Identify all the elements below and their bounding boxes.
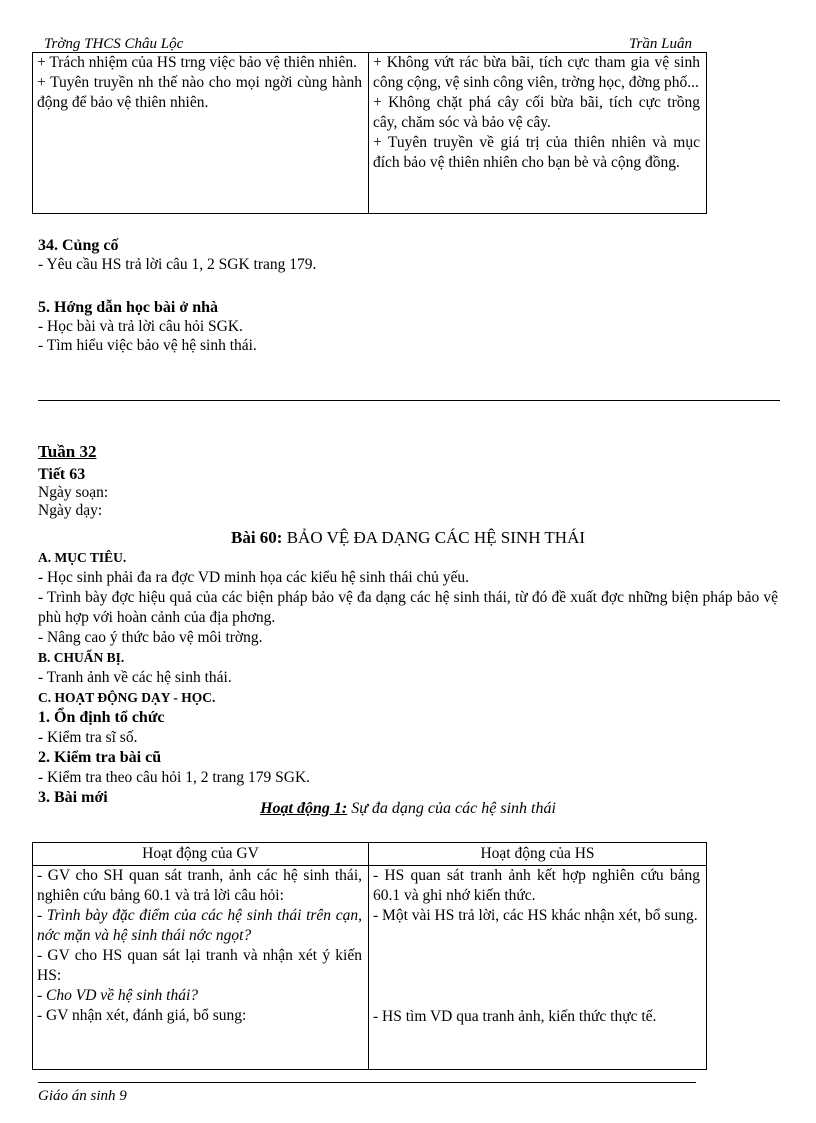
activity-heading bbox=[0, 800, 816, 818]
activity-title: Sự đa dạng của các hệ sinh thái bbox=[351, 800, 556, 817]
continued-activity-table bbox=[32, 52, 707, 214]
activity-label: Hoạt động 1: bbox=[260, 800, 348, 817]
step1-heading: 1. Ổn định tổ chức bbox=[38, 709, 165, 726]
lesson-body bbox=[38, 548, 778, 808]
homework-heading: 5. Hớng dẫn học bài ở nhà bbox=[38, 299, 218, 316]
period-label: Tiết 63 bbox=[38, 466, 86, 483]
page-footer: Giáo án sinh 9 bbox=[38, 1082, 696, 1105]
table-text: + Tuyên truyền nh thế nào cho mọi ngời cùng hành động để bảo vệ thiên nhiên. bbox=[37, 74, 362, 111]
activities-heading: C. HOẠT ĐỘNG DẠY - HỌC. bbox=[38, 690, 216, 705]
section-divider bbox=[38, 400, 780, 401]
homework-section bbox=[38, 298, 257, 355]
table-text: - GV cho HS quan sát lại tranh và nhận xét ý kiến HS: bbox=[37, 947, 362, 984]
student-cell bbox=[369, 53, 707, 214]
teacher-cell bbox=[33, 53, 369, 214]
week-label: Tuần 32 bbox=[38, 442, 97, 461]
student-cell bbox=[369, 866, 707, 1070]
table-text: - HS quan sát tranh ảnh kết hợp nghiên cứu bảng 60.1 và ghi nhớ kiến thức. bbox=[373, 867, 700, 904]
lesson-number: Bài 60: bbox=[230, 528, 283, 547]
col-header-teacher: Hoạt động của GV bbox=[33, 843, 369, 866]
activity-table bbox=[32, 842, 707, 1070]
homework-line: - Học bài và trả lời câu hỏi SGK. bbox=[38, 318, 243, 335]
objective-line: - Trình bày đợc hiệu quả của các biện pháp bảo vệ đa dạng các hệ sinh thái, từ đó đề xuất đợc những biện pháp bảo vệ phù hợp với hoàn cảnh của địa phơng. bbox=[38, 589, 778, 626]
table-text: - GV cho SH quan sát tranh, ảnh các hệ sinh thái, nghiên cứu bảng 60.1 và trả lời câu hỏi: bbox=[37, 867, 362, 904]
objectives-heading: A. MỤC TIÊU. bbox=[38, 550, 127, 565]
lesson-meta bbox=[38, 466, 108, 520]
teacher-cell bbox=[33, 866, 369, 1070]
table-text: + Trách nhiệm của HS trng việc bảo vệ thiên nhiên. bbox=[37, 54, 357, 71]
step1-line: - Kiểm tra sĩ số. bbox=[38, 729, 138, 746]
step3-heading: 3. Bài mới bbox=[38, 789, 108, 806]
school-name: Trờng THCS Châu Lộc bbox=[44, 36, 184, 52]
table-text: - Một vài HS trả lời, các HS khác nhận xét, bổ sung. bbox=[373, 907, 698, 924]
table-text: + Không chặt phá cây cối bừa bãi, tích cực trồng cây, chăm sóc và bảo vệ cây. bbox=[373, 94, 700, 131]
lesson-title bbox=[0, 528, 816, 548]
col-header-student: Hoạt động của HS bbox=[369, 843, 707, 866]
page-header bbox=[44, 36, 696, 53]
prep-date: Ngày soạn: bbox=[38, 484, 109, 501]
table-text: - Cho VD về hệ sinh thái? bbox=[37, 987, 199, 1004]
objective-line: - Học sinh phải đa ra đợc VD minh họa các kiểu hệ sinh thái chủ yếu. bbox=[38, 569, 470, 586]
step2-heading: 2. Kiểm tra bài cũ bbox=[38, 749, 162, 766]
teach-date: Ngày dạy: bbox=[38, 502, 103, 519]
table-text: - HS tìm VD qua tranh ảnh, kiến thức thực tế. bbox=[373, 1008, 657, 1025]
consolidate-section bbox=[38, 236, 316, 274]
table-text: + Không vứt rác bừa bãi, tích cực tham gia vệ sinh công cộng, vệ sinh công viên, trờng học, đờng phố... bbox=[373, 54, 700, 91]
table-text: - GV nhận xét, đánh giá, bổ sung: bbox=[37, 1007, 247, 1024]
author-name: Trần Luân bbox=[629, 36, 692, 52]
table-text: + Tuyên truyền về giá trị của thiên nhiên và mục đích bảo vệ thiên nhiên cho bạn bè và cộng đồng. bbox=[373, 134, 700, 171]
step2-line: - Kiểm tra theo câu hỏi 1, 2 trang 179 SGK. bbox=[38, 769, 311, 786]
consolidate-line: - Yêu cầu HS trả lời câu 1, 2 SGK trang 179. bbox=[38, 256, 317, 273]
prep-heading: B. CHUẨN BỊ. bbox=[38, 650, 125, 665]
consolidate-heading: 34. Củng cố bbox=[38, 237, 119, 254]
prep-line: - Tranh ảnh về các hệ sinh thái. bbox=[38, 669, 232, 686]
homework-line: - Tìm hiểu việc bảo vệ hệ sinh thái. bbox=[38, 337, 257, 354]
table-text: - Trình bày đặc điểm của các hệ sinh thái trên cạn, nớc mặn và hệ sinh thái nớc ngọt? bbox=[37, 907, 362, 944]
lesson-title-text: BẢO VỆ ĐA DẠNG CÁC HỆ SINH THÁI bbox=[286, 528, 586, 547]
objective-line: - Nâng cao ý thức bảo vệ môi trờng. bbox=[38, 629, 263, 646]
